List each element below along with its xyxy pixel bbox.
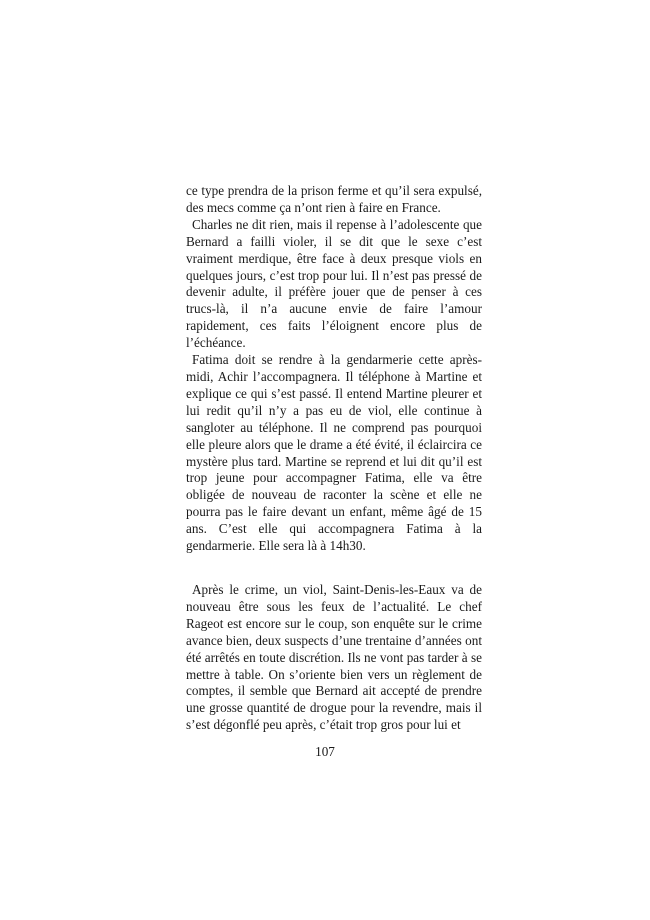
text-section-1 [186,183,482,555]
paragraph-continuation: ce type prendra de la prison ferme et qu’il sera expulsé, des mecs comme ça n’ont rien à faire en France. [186,183,482,215]
paragraph-fatima: Fatima doit se rendre à la gendarmerie cette après-midi, Achir l’accompagnera. Il téléphone à Martine et explique ce qui s’est passé. Il entend Martine pleurer et lui redit qu’il n’y a pas eu de viol, elle continue à sangloter au téléphone. Il ne comprend pas pourquoi elle pleure alors que le drame a été évité, il éclaircira ce mystère plus tard. Martine se reprend et lui dit qu’il est trop jeune pour accompagner Fatima, elle va être obligée de nouveau de raconter la scène et elle ne pourra pas le faire devant un enfant, même âgé de 15 ans. C’est elle qui accompagnera Fatima à la gendarmerie. Elle sera là à 14h30. [186,352,482,554]
paragraph-charles: Charles ne dit rien, mais il repense à l’adolescente que Bernard a failli violer, il se dit que le sexe c’est vraiment merdique, être face à deux presque viols en quelques jours, c’est trop pour lui. Il n’est pas pressé de devenir adulte, il préfère jouer que de penser à ces trucs-là, il n’a aucune envie de faire l’amour rapidement, ces faits l’éloignent encore plus de l’échéance. [186,216,482,351]
page-number: 107 [315,744,335,759]
paragraph-apres-le-crime: Après le crime, un viol, Saint-Denis-les-Eaux va de nouveau être sous les feux de l’actualité. Le chef Rageot est encore sur le coup, son enquête sur le crime avance bien, deux suspects d’une trentaine d’années ont été arrêtés en toute discrétion. Ils ne vont pas tarder à se mettre à table. On s’oriente bien vers un règlement de comptes, il semble que Bernard ait accepté de prendre une grosse quantité de drogue pour la revendre, mais il s’est dégonflé peu après, c’était trop gros pour lui et [186,582,482,733]
text-section-2 [186,582,482,734]
